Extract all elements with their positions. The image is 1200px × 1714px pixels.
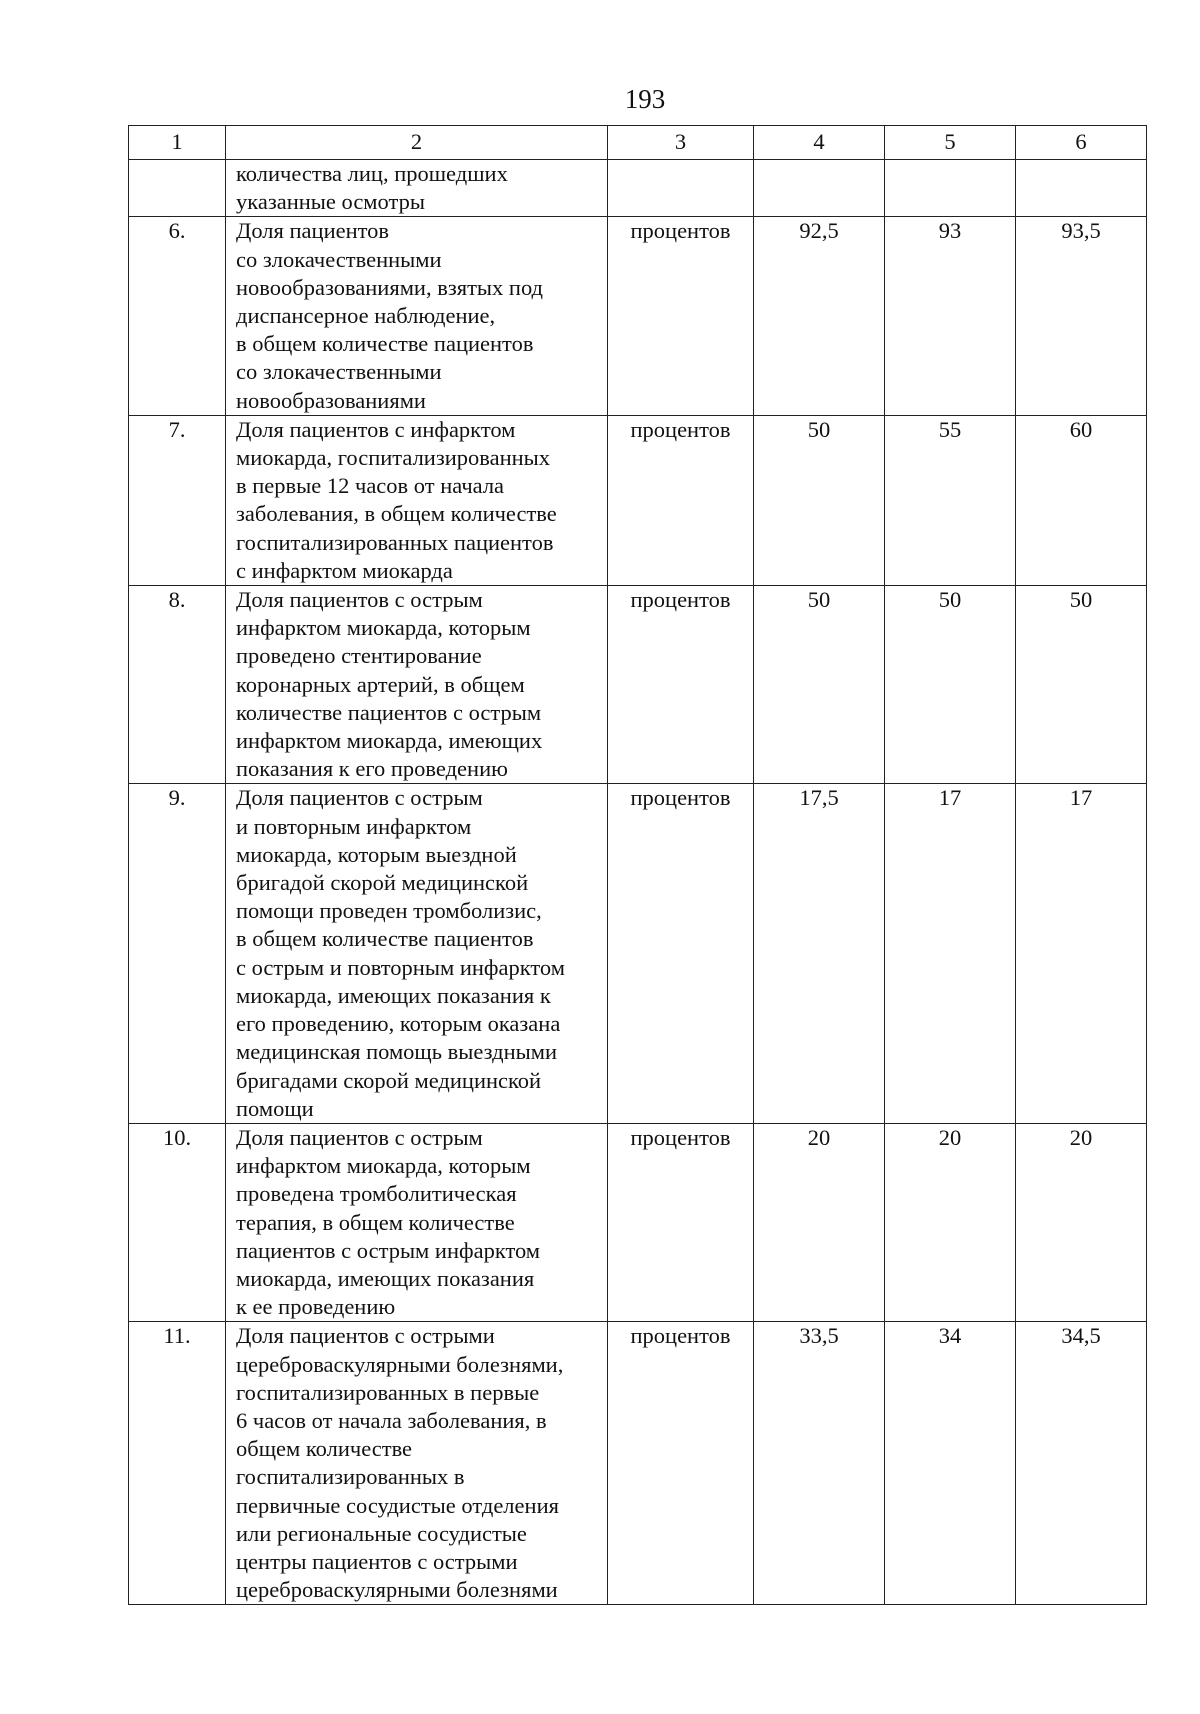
column-header-4: 4 [754, 126, 885, 160]
unit-cell: процентов [608, 217, 754, 415]
column-header-5: 5 [885, 126, 1016, 160]
description-line: проведена тромболитическая [236, 1181, 517, 1207]
row-number [129, 160, 226, 217]
value-column-4: 17,5 [754, 784, 885, 1123]
table-row [129, 415, 1147, 585]
description-line: к ее проведению [236, 1294, 396, 1320]
value-column-5: 50 [885, 586, 1016, 784]
description-line: медицинская помощь выездными [236, 1039, 558, 1065]
description-line: миокарда, имеющих показания к [236, 982, 551, 1008]
description-line: коронарных артерий, в общем [236, 671, 525, 697]
indicator-description [226, 784, 608, 1123]
description-line: помощи проведен тромболизис, [236, 898, 542, 924]
description-line: или региональные сосудистые [236, 1520, 527, 1546]
value-column-4: 92,5 [754, 217, 885, 415]
unit-cell: процентов [608, 784, 754, 1123]
description-line: Доля пациентов [236, 218, 390, 244]
indicator-description [226, 160, 608, 217]
row-number: 10. [129, 1123, 226, 1321]
row-number: 9. [129, 784, 226, 1123]
table-header-row [129, 126, 1147, 160]
description-line: бригадами скорой медицинской [236, 1067, 542, 1093]
description-line: количества лиц, прошедших [236, 161, 508, 186]
indicator-description [226, 1322, 608, 1605]
description-line: новообразованиями [236, 387, 426, 413]
description-line: цереброваскулярными болезнями, [236, 1351, 564, 1377]
row-number: 8. [129, 586, 226, 784]
row-number: 6. [129, 217, 226, 415]
description-line: со злокачественными [236, 359, 442, 385]
description-line: заболевания, в общем количестве [236, 501, 557, 527]
description-line: Доля пациентов с острым [236, 785, 483, 811]
description-line: в общем количестве пациентов [236, 926, 534, 952]
column-header-1: 1 [129, 126, 226, 160]
value-column-6: 34,5 [1016, 1322, 1147, 1605]
column-header-6: 6 [1016, 126, 1147, 160]
unit-cell: процентов [608, 1123, 754, 1321]
description-line: Доля пациентов с острым [236, 587, 483, 613]
table-row [129, 784, 1147, 1123]
description-line: Доля пациентов с острым [236, 1124, 483, 1150]
indicator-description [226, 1123, 608, 1321]
value-column-5: 17 [885, 784, 1016, 1123]
description-line: в первые 12 часов от начала [236, 473, 505, 499]
unit-cell: процентов [608, 415, 754, 585]
value-column-5: 55 [885, 415, 1016, 585]
indicator-description [226, 217, 608, 415]
description-line: общем количестве [236, 1436, 413, 1462]
indicator-description [226, 415, 608, 585]
table-row [129, 217, 1147, 415]
table-row [129, 1123, 1147, 1321]
description-line: 6 часов от начала заболевания, в [236, 1407, 547, 1433]
value-column-4: 50 [754, 586, 885, 784]
description-line: миокарда, имеющих показания [236, 1265, 535, 1291]
row-number: 7. [129, 415, 226, 585]
column-header-2: 2 [226, 126, 608, 160]
table-row [129, 586, 1147, 784]
unit-cell [608, 160, 754, 217]
description-line: инфарктом миокарда, которым [236, 615, 531, 641]
description-line: миокарда, госпитализированных [236, 445, 551, 471]
description-line: диспансерное наблюдение, [236, 303, 496, 329]
description-line: госпитализированных в [236, 1464, 465, 1490]
description-line: инфарктом миокарда, которым [236, 1153, 531, 1179]
description-line: миокарда, которым выездной [236, 841, 517, 867]
indicator-description [226, 586, 608, 784]
unit-cell: процентов [608, 1322, 754, 1605]
description-line: со злокачественными [236, 246, 442, 272]
value-column-4: 33,5 [754, 1322, 885, 1605]
description-line: его проведению, которым оказана [236, 1011, 561, 1037]
description-line: Доля пациентов с острыми [236, 1323, 495, 1349]
description-line: в общем количестве пациентов [236, 331, 534, 357]
page-number: 193 [624, 84, 666, 114]
value-column-5: 20 [885, 1123, 1016, 1321]
value-column-6: 93,5 [1016, 217, 1147, 415]
description-line: пациентов с острым инфарктом [236, 1237, 541, 1263]
value-column-6: 60 [1016, 415, 1147, 585]
value-column-4 [754, 160, 885, 217]
description-line: с инфарктом миокарда [236, 557, 453, 583]
value-column-5: 34 [885, 1322, 1016, 1605]
table-row [129, 1322, 1147, 1605]
description-line: показания к его проведению [236, 756, 508, 782]
description-line: помощи [236, 1095, 314, 1121]
description-line: терапия, в общем количестве [236, 1209, 515, 1235]
table-row [129, 160, 1147, 217]
value-column-6 [1016, 160, 1147, 217]
description-line: новообразованиями, взятых под [236, 274, 544, 300]
value-column-6: 17 [1016, 784, 1147, 1123]
value-column-5 [885, 160, 1016, 217]
description-line: Доля пациентов с инфарктом [236, 416, 516, 442]
description-line: с острым и повторным инфарктом [236, 954, 565, 980]
description-line: цереброваскулярными болезнями [236, 1577, 558, 1603]
column-header-3: 3 [608, 126, 754, 160]
description-line: указанные осмотры [236, 189, 425, 215]
description-line: госпитализированных в первые [236, 1379, 540, 1405]
value-column-5: 93 [885, 217, 1016, 415]
value-column-4: 50 [754, 415, 885, 585]
description-line: и повторным инфарктом [236, 813, 472, 839]
description-line: количестве пациентов с острым [236, 699, 542, 725]
description-line: первичные сосудистые отделения [236, 1492, 559, 1518]
description-line: центры пациентов с острыми [236, 1548, 518, 1574]
value-column-6: 50 [1016, 586, 1147, 784]
description-line: бригадой скорой медицинской [236, 870, 529, 896]
description-line: госпитализированных пациентов [236, 529, 554, 555]
row-number: 11. [129, 1322, 226, 1605]
description-line: проведено стентирование [236, 643, 482, 669]
unit-cell: процентов [608, 586, 754, 784]
description-line: инфарктом миокарда, имеющих [236, 728, 543, 754]
value-column-4: 20 [754, 1123, 885, 1321]
indicators-table [128, 125, 1147, 1605]
value-column-6: 20 [1016, 1123, 1147, 1321]
